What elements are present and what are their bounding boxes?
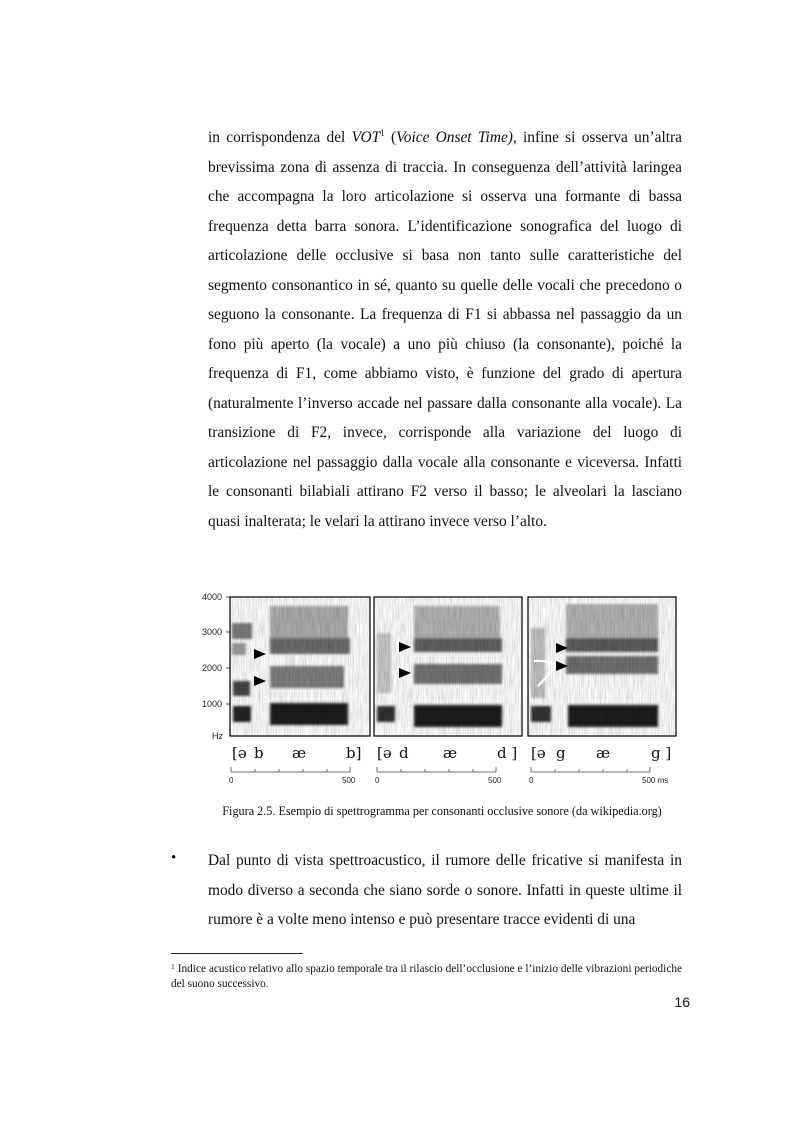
phone-label: æ	[292, 744, 307, 762]
phone-label: g	[556, 744, 566, 762]
phone-label: d	[399, 744, 409, 762]
y-tick-3000: 3000	[202, 627, 223, 637]
paragraph-text-2: (	[384, 129, 397, 146]
spectrogram-figure	[196, 588, 688, 788]
page-number: 16	[674, 994, 690, 1010]
phone-label: b	[254, 744, 264, 762]
y-tick-2000: 2000	[202, 663, 223, 673]
y-tick-4000: 4000	[202, 592, 223, 602]
time-tick-end: 500 ms	[642, 776, 669, 785]
phone-label: b]	[346, 744, 362, 762]
body-paragraph	[208, 123, 682, 536]
figure-caption: Figura 2.5. Esempio di spettrogramma per consonanti occlusive sonore (da wikipedia.org)	[222, 804, 662, 818]
spectrogram-panel-2	[374, 597, 522, 785]
phone-label: [ə	[531, 744, 546, 762]
phone-label: [ə	[377, 744, 392, 762]
y-axis-unit: Hz	[212, 731, 223, 741]
spectrogram-panel-1	[229, 597, 370, 785]
voice-onset-time-term: Voice Onset Time)	[396, 129, 513, 146]
paragraph-text-3: , infine si osserva un’altra brevissima zona di assenza di traccia. In conseguenza dell’attività laringea che accompagna la loro articolazione si osserva una formante di bassa frequenza detta barra sonora. L’identificazione sonografica del luogo di articolazione delle occlusive si basa non tanto sulle caratteristiche del segmento consonantico in sé, quanto su quelle delle vocali che precedono o seguono la consonante. La frequenza di F1 si abbassa nel passaggio da un fono più aperto (la vocale) a uno più chiuso (la consonante), poiché la frequenza di F1, come abbiamo visto, è funzione del grado di apertura (naturalmente l’inverso accade nel passare dalla consonante alla vocale). La transizione di F2, invece, corrisponde alla variazione del luogo di articolazione nel passaggio dalla vocale alla consonante e viceversa. Infatti le consonanti bilabiali attirano F2 verso il basso; le alveolari la lasciano quasi inalterata; le velari la attirano invece verso l’alto.	[208, 129, 682, 530]
footnote-separator	[171, 953, 303, 954]
footnote-text: Indice acustico relativo allo spazio temporale tra il rilascio dell’occlusione e l’inizio delle vibrazioni periodiche del suono successivo.	[171, 963, 682, 990]
y-tick-1000: 1000	[202, 699, 223, 709]
paragraph-text-1: in corrispondenza del	[208, 129, 352, 146]
bullet-paragraph: Dal punto di vista spettroacustico, il rumore delle fricative si manifesta in modo diverso a seconda che siano sorde o sonore. Infatti in queste ultime il rumore è a volte meno intenso e può presentare tracce evidenti di una	[208, 852, 682, 928]
time-tick-start: 0	[229, 776, 234, 785]
spectrogram-panel-3	[528, 597, 676, 785]
phone-label: d ]	[497, 744, 518, 762]
time-tick-start: 0	[375, 776, 380, 785]
spectrogram-image	[196, 588, 688, 788]
bullet-icon: •	[171, 850, 177, 866]
frequency-axis	[202, 592, 223, 741]
time-tick-end: 500	[342, 776, 356, 785]
time-tick-end: 500	[488, 776, 502, 785]
vot-term: VOT	[351, 129, 381, 146]
footnote-ref[interactable]: 1	[380, 128, 385, 138]
footnote	[171, 962, 682, 992]
phone-label: æ	[596, 744, 611, 762]
footnote-number: 1	[171, 962, 175, 971]
phone-label: [ə	[232, 744, 247, 762]
phone-label: g ]	[651, 744, 672, 762]
time-tick-start: 0	[529, 776, 534, 785]
phone-label: æ	[443, 744, 458, 762]
